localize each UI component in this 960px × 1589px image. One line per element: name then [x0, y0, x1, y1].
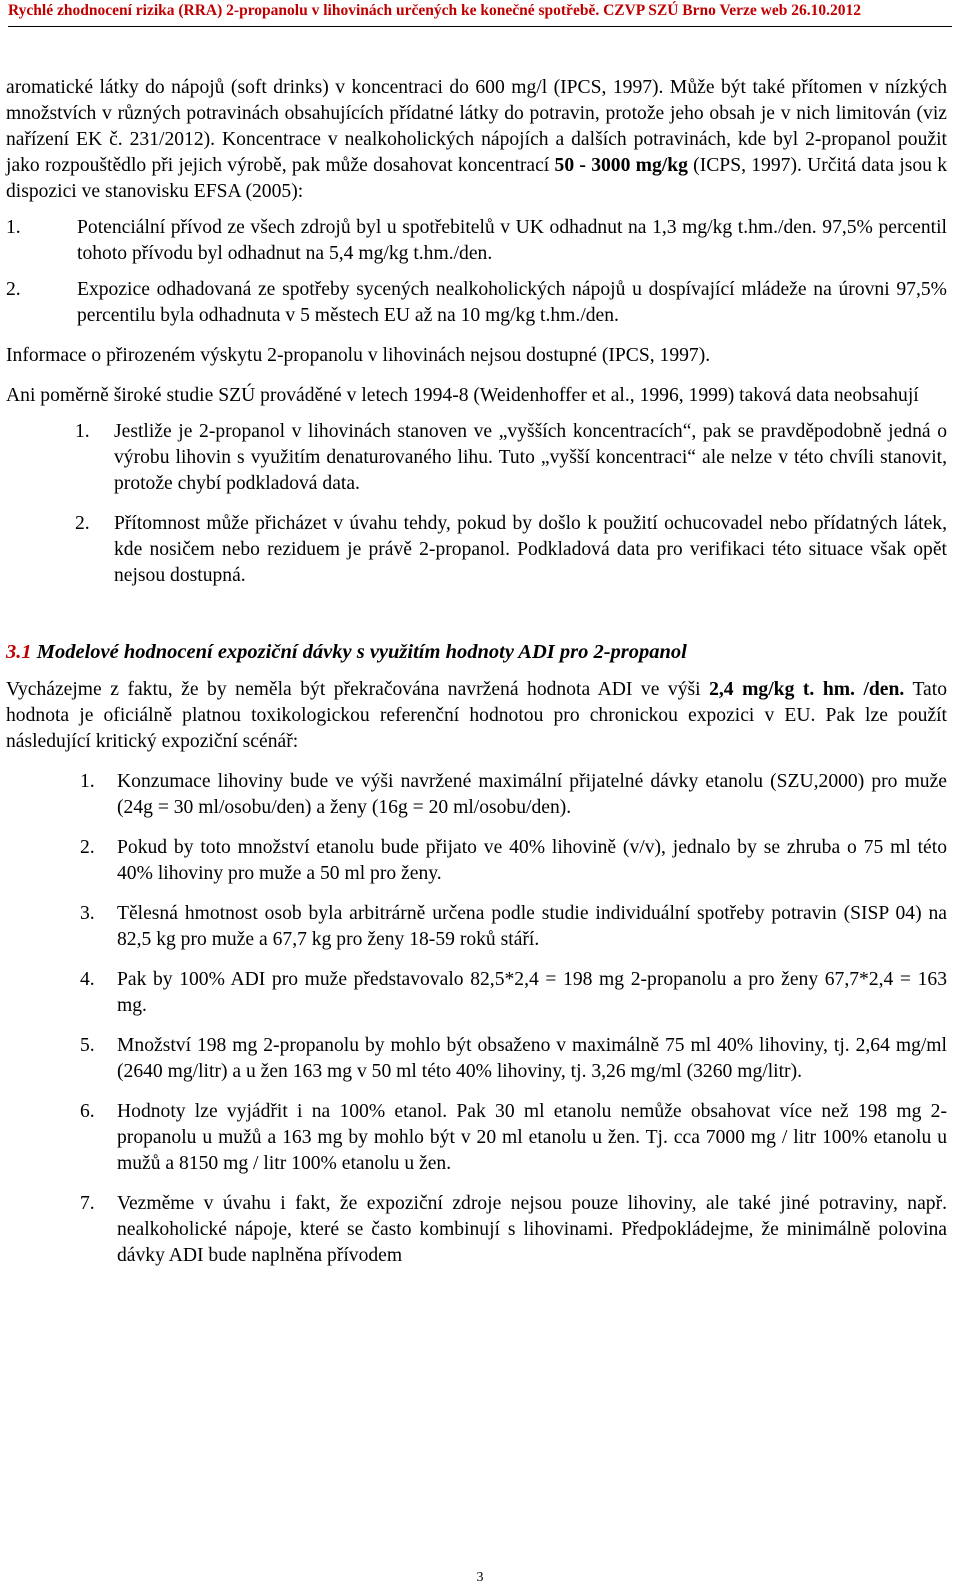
section-title: Modelové hodnocení expoziční dávky s využitím hodnoty ADI pro 2-propanol	[31, 641, 687, 663]
intro-concentration: 50 - 3000 mg/kg	[554, 155, 688, 176]
list-item-number: 2.	[6, 279, 21, 300]
list-item	[6, 511, 947, 589]
list-item-text: Tělesná hmotnost osob byla arbitrárně určena podle studie individuální spotřeby potravin (SISP 04) na 82,5 kg pro muže a 67,7 kg pro ženy 18-59 roků stáří.	[117, 903, 947, 950]
section-heading	[6, 639, 947, 665]
list-item-text: Jestliže je 2-propanol v lihovinách stanoven ve „vyšších koncentracích“, pak se pravděpodobně jedná o výrobu lihovin s využitím denaturovaného lihu. Tuto „vyšší koncentraci“ ale nelze v této chvíli stanovit, protože chybí podkladová data.	[114, 421, 947, 494]
intro-text-2: (ICPS, 1997). Určitá data jsou k dispozici ve stanovisku EFSA (2005):	[6, 155, 947, 202]
list-item-number: 2.	[75, 513, 90, 534]
intro-paragraph	[6, 75, 947, 205]
list-item	[6, 967, 947, 1019]
list-item-text: Množství 198 mg 2-propanolu by mohlo být obsaženo v maximálně 75 ml 40% lihoviny, tj. 2,64 mg/ml (2640 mg/litr) a u žen 163 mg v 50 ml této 40% lihoviny, tj. 3,26 mg/ml (3260 mg/litr).	[117, 1035, 947, 1082]
list-item-number: 1.	[6, 217, 21, 238]
list-item	[6, 769, 947, 821]
section-number: 3.1	[6, 641, 32, 663]
running-header: Rychlé zhodnocení rizika (RRA) 2-propanolu v lihovinách určených ke konečné spotřebě. CZVP SZÚ Brno Verze web 26.10.2012	[8, 2, 861, 19]
list-item-number: 3.	[80, 903, 95, 924]
list-item-text: Potenciální přívod ze všech zdrojů byl u spotřebitelů v UK odhadnut na 1,3 mg/kg t.hm./den. 97,5% percentil tohoto přívodu byl odhadnut na 5,4 mg/kg t.hm./den.	[77, 217, 947, 264]
list-item-text: Pak by 100% ADI pro muže představovalo 82,5*2,4 = 198 mg 2-propanolu a pro ženy 67,7*2,4 = 163 mg.	[117, 969, 947, 1016]
list-item	[6, 835, 947, 887]
intro-text-1: aromatické látky do nápojů (soft drinks) v koncentraci do 600 mg/l (IPCS, 1997). Může být také přítomen v nízkých množstvích v různých potravinách obsahujících přídatné látky do potravin, protože jeho obsah je v nich limitován (viz nařízení EK č. 231/2012). Koncentrace v nealkoholických nápojích a dalších potravinách, kde byl 2-propanol použit jako rozpouštědlo při jejich výrobě, pak může dosahovat koncentrací	[6, 77, 947, 176]
header-rule	[8, 26, 952, 27]
adi-text-1: Vycházejme z faktu, že by neměla být překračována navržená hodnota ADI ve výši	[6, 679, 710, 700]
list-item	[6, 901, 947, 953]
list-item-text: Přítomnost může přicházet v úvahu tehdy, pokud by došlo k použití ochucovadel nebo přídatných látek, kde nosičem nebo reziduem je právě 2-propanol. Podkladová data pro verifikaci této situace však opět nejsou dostupná.	[114, 513, 947, 586]
list-item	[6, 1033, 947, 1085]
list-item-text: Pokud by toto množství etanolu bude přijato ve 40% lihovině (v/v), jednalo by se zhruba o 75 ml této 40% lihoviny pro muže a 50 ml pro ženy.	[117, 837, 947, 884]
list-item-text: Konzumace lihoviny bude ve výši navržené maximální přijatelné dávky etanolu (SZU,2000) pro muže (24g = 30 ml/osobu/den) a ženy (16g = 20 ml/osobu/den).	[117, 771, 947, 818]
spirits-list	[6, 419, 947, 589]
list-item-number: 2.	[80, 837, 95, 858]
list-item-text: Hodnoty lze vyjádřit i na 100% etanol. Pak 30 ml etanolu nemůže obsahovat více než 198 mg 2-propanolu u mužů a 163 mg by mohlo být v 20 ml etanolu u žen. Tj. cca 7000 mg / litr 100% etanolu u mužů a 8150 mg / litr 100% etanolu u žen.	[117, 1101, 947, 1174]
adi-paragraph	[6, 677, 947, 755]
adi-value: 2,4 mg/kg t. hm. /den.	[709, 679, 905, 700]
studies-paragraph: Ani poměrně široké studie SZÚ prováděné v letech 1994-8 (Weidenhoffer et al., 1996, 1999) taková data neobsahují	[6, 385, 919, 406]
list-item-text: Expozice odhadovaná ze spotřeby sycených nealkoholických nápojů u dospívající mládeže na úrovni 97,5% percentilu byla odhadnuta v 5 městech EU až na 10 mg/kg t.hm./den.	[77, 279, 947, 326]
list-item	[6, 419, 947, 497]
page-number: 3	[476, 1570, 484, 1585]
list-item-text: Vezměme v úvahu i fakt, že expoziční zdroje nejsou pouze lihoviny, ale také jiné potraviny, např. nealkoholické nápoje, které se často kombinují s lihovinami. Předpokládejme, že minimálně polovina dávky ADI bude naplněna přívodem	[117, 1193, 947, 1266]
list-item	[6, 1099, 947, 1177]
list-item-number: 7.	[80, 1193, 95, 1214]
list-item	[6, 277, 947, 329]
scenario-list	[6, 769, 947, 1269]
adi-text-2: Tato hodnota je oficiálně platnou toxikologickou referenční hodnotou pro chronickou expozici v EU. Pak lze použít následující kritický expoziční scénář:	[6, 679, 947, 752]
list-item-number: 1.	[80, 771, 95, 792]
list-item-number: 4.	[80, 969, 95, 990]
list-item-number: 5.	[80, 1035, 95, 1056]
list-item-number: 6.	[80, 1101, 95, 1122]
document-body	[6, 75, 947, 1269]
list-item-number: 1.	[75, 421, 90, 442]
list-item	[6, 1191, 947, 1269]
info-paragraph: Informace o přirozeném výskytu 2-propanolu v lihovinách nejsou dostupné (IPCS, 1997).	[6, 345, 711, 366]
efsa-list	[6, 215, 947, 329]
list-item	[6, 215, 947, 267]
